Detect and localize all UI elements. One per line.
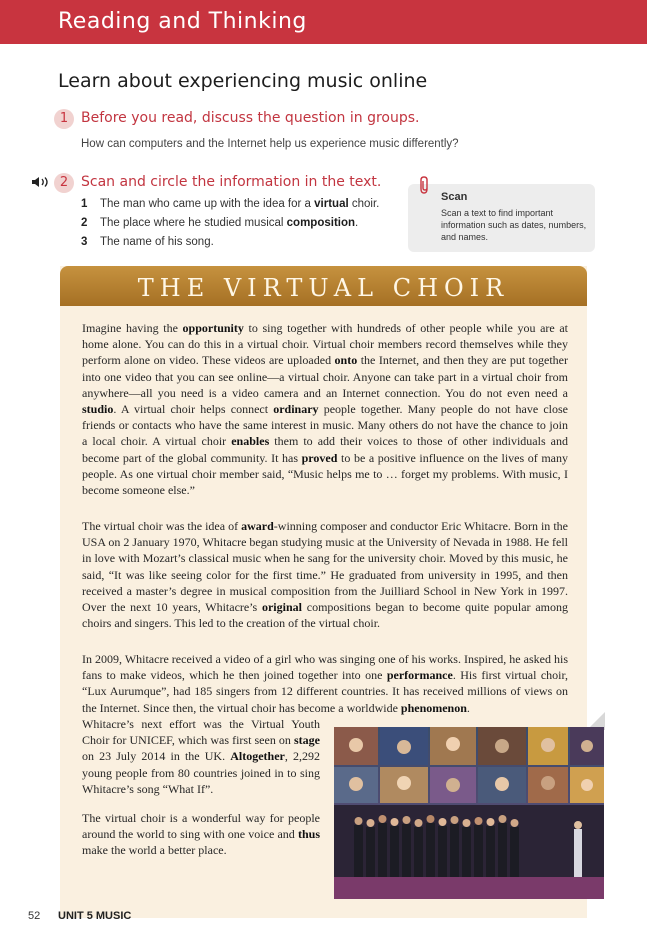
text-run: The virtual choir was the idea of bbox=[82, 519, 242, 533]
text-run: Whitacre’s next effort was the Virtual Youth Choir for UNICEF, which was first seen on bbox=[82, 717, 320, 748]
list-item: 2 The place where he studied musical composition. bbox=[81, 217, 359, 229]
text-run: the Internet, and then they are put together into one video that you can see online—a virtual choir. Anyone can take part in a virtual choir from anywhere—all you need is a video camera and an Internet connection. You do not even need a bbox=[82, 353, 568, 400]
scan-question-list bbox=[81, 198, 379, 255]
section-title: Learn about experiencing music online bbox=[58, 70, 428, 92]
question-1-text: Before you read, discuss the question in groups. bbox=[81, 110, 420, 126]
text-run: . His first virtual choir, “Lux Aurumque”, had 185 singers from 12 different countries. It has received millions of views on the Internet. Since then, the virtual choir has become a worldwide bbox=[82, 668, 568, 715]
page-number: 52 bbox=[28, 910, 41, 922]
key-word: Altogether bbox=[230, 749, 285, 764]
scan-tip-title: Scan bbox=[441, 191, 468, 203]
text-run: compositions began to become quite popular among choirs and singers. This led to the creation of the virtual choir. bbox=[82, 600, 568, 631]
text-run: , 2,292 young people from 80 countries joined in to sing Whitacre’s song “What If”. bbox=[82, 749, 320, 796]
paperclip-icon bbox=[418, 175, 432, 195]
key-word: enables bbox=[231, 434, 270, 449]
text-run: to be a positive influence on the lives of many people. As one virtual choir member said, “Music helps me to … forget my problems. With music, I become someone else.” bbox=[82, 450, 569, 498]
key-word: proved bbox=[301, 450, 338, 465]
key-word: onto bbox=[334, 353, 358, 368]
text-run: them to add their voices to those of other individuals and become part of the global community. It has bbox=[82, 434, 569, 465]
video-grid bbox=[334, 727, 604, 803]
key-word: performance bbox=[386, 668, 453, 683]
text-run: In 2009, Whitacre received a video of a girl who was singing one of his works. Inspired, he asked his fans to make videos, which he then joined together into one bbox=[82, 652, 568, 683]
text-run: to sing together with hundreds of other people while you are at home alone. You can do this in a virtual choir. Virtual choir members record themselves while they perform alone on video. These videos are uploaded bbox=[82, 321, 569, 368]
key-word: ordinary bbox=[273, 402, 319, 417]
choir-photo bbox=[334, 727, 604, 899]
key-word: studio bbox=[82, 402, 114, 417]
text-run: -winning composer and conductor Eric Whitacre. Born in the USA on 2 January 1970, Whitacre began studying music at the University of Nevada in 1988. He fell in love with Mozart’s classical music when he sang for the university choir. Moved by this music, he said, “It was like seeing color for the first time.” He graduated from university in 1995, and then received a master’s degree in musical composition from the Juilliard School in New York in 1997. Over the next 10 years, Whitacre’s bbox=[82, 519, 569, 615]
text-run: people together. Many people do not have close friends or contacts who have the same interest in music. Many others do not have the chance to join a local choir. A virtual choir bbox=[82, 402, 569, 449]
banner-title: Reading and Thinking bbox=[58, 9, 307, 34]
question-1-number: 1 bbox=[54, 109, 74, 129]
key-word: original bbox=[261, 600, 302, 615]
speaker-icon[interactable] bbox=[31, 176, 53, 188]
text-run: on 23 July 2014 in the UK. bbox=[82, 749, 231, 764]
paragraph bbox=[82, 810, 320, 859]
text-run: make the world a better place. bbox=[82, 843, 227, 858]
list-item: 1 The man who came up with the idea for a virtual choir. bbox=[81, 198, 380, 210]
text-run: The virtual choir is a wonderful way for people around the world to sing with one voice and bbox=[82, 811, 320, 842]
passage-title: THE VIRTUAL CHOIR bbox=[137, 274, 510, 302]
text-run: Imagine having the bbox=[82, 321, 183, 335]
key-word: thus bbox=[297, 827, 320, 842]
paragraph bbox=[82, 518, 568, 631]
question-2-text: Scan and circle the information in the text. bbox=[81, 174, 382, 190]
paragraph bbox=[82, 320, 568, 498]
key-word: phenomenon bbox=[400, 700, 467, 715]
section-banner bbox=[0, 0, 647, 44]
question-1-prompt: How can computers and the Internet help us experience music differently? bbox=[81, 138, 459, 150]
list-item: 3 The name of his song. bbox=[81, 236, 214, 248]
unit-label: UNIT 5 MUSIC bbox=[58, 910, 132, 922]
text-run: . A virtual choir helps connect bbox=[113, 402, 274, 417]
question-2-number: 2 bbox=[54, 173, 74, 193]
key-word: award bbox=[241, 519, 274, 533]
passage-header bbox=[60, 266, 587, 306]
key-word: stage bbox=[294, 733, 320, 748]
scan-tip-text: Scan a text to find important information such as dates, numbers, and names. bbox=[441, 208, 587, 242]
paragraph bbox=[82, 651, 568, 716]
paragraph bbox=[82, 716, 320, 797]
text-run: . bbox=[466, 700, 470, 715]
key-word: opportunity bbox=[182, 321, 244, 335]
